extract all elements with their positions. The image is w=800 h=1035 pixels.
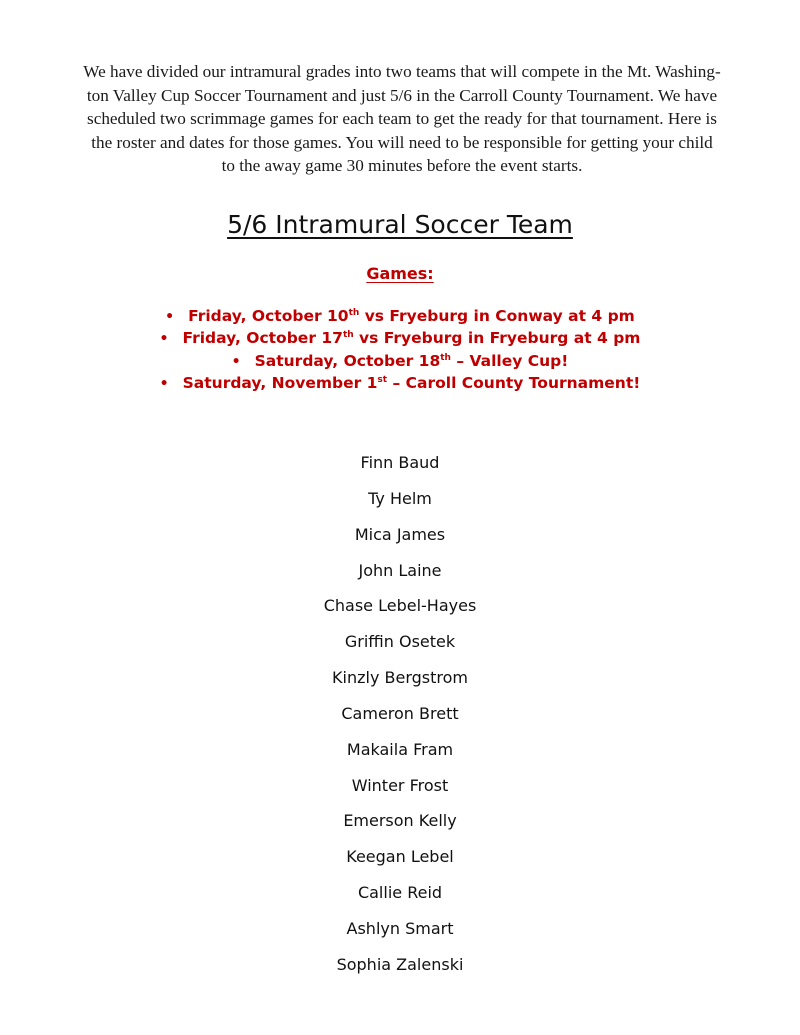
roster-name: Ty Helm [368, 488, 432, 508]
roster-name: Sophia Zalenski [336, 954, 464, 974]
roster-name: Mica James [354, 524, 446, 544]
roster-name: Callie Reid [357, 883, 443, 903]
roster-name: John Laine [358, 560, 442, 580]
page-title-text: 5/6 Intramural Soccer Team [227, 210, 573, 239]
roster-name: Chase Lebel-Hayes [323, 596, 477, 616]
game-detail: – Valley Cup! [450, 351, 569, 370]
intro-line: to the away game 30 minutes before the event starts. [221, 156, 583, 175]
game-item [0, 350, 800, 372]
game-date: Saturday, October 18 [254, 351, 441, 370]
roster-name: Finn Baud [360, 453, 440, 472]
game-detail: vs Fryeburg in Fryeburg at 4 pm [353, 329, 641, 348]
roster-name: Winter Frost [351, 775, 449, 795]
bullet-icon: • [159, 331, 169, 348]
intro-line: ton Valley Cup Soccer Tournament and just 5/6 in the Carroll County Tournament. We have [86, 85, 718, 105]
roster-name: Emerson Kelly [343, 811, 457, 831]
roster-name: Kinzly Bergstrom [332, 668, 468, 688]
ordinal-suffix: th [440, 352, 451, 363]
roster-name: Makaila Fram [346, 739, 454, 759]
games-list [0, 305, 800, 394]
bullet-icon: • [231, 353, 241, 370]
game-item [0, 372, 800, 394]
page-title [0, 210, 800, 239]
game-item [0, 327, 800, 349]
roster-list [0, 451, 800, 989]
roster-name: Ashlyn Smart [346, 918, 454, 938]
game-detail: – Caroll County Tournament! [387, 373, 641, 392]
ordinal-suffix: st [377, 374, 388, 385]
bullet-icon: • [165, 309, 175, 325]
games-heading-text: Games: [366, 264, 434, 283]
roster-name: Griffin Osetek [344, 632, 456, 652]
game-date: Saturday, November 1 [182, 373, 378, 392]
game-date: Friday, October 17 [182, 329, 343, 348]
game-item [0, 305, 800, 327]
intro-line: the roster and dates for those games. You will need to be responsible for getting your child [91, 132, 713, 152]
roster-name: Keegan Lebel [346, 847, 454, 867]
intro-line: We have divided our intramural grades into two teams that will compete in the Mt. Washing- [83, 62, 721, 81]
intro-line: scheduled two scrimmage games for each team to get the ready for that tournament. Here is [87, 109, 717, 128]
game-date: Friday, October 10 [188, 307, 349, 325]
roster-name: Cameron Brett [341, 703, 459, 723]
games-heading [0, 264, 800, 283]
bullet-icon: • [159, 375, 169, 392]
ordinal-suffix: th [348, 308, 360, 318]
intro-paragraph [58, 60, 746, 178]
game-detail: vs Fryeburg in Conway at 4 pm [359, 307, 635, 325]
ordinal-suffix: th [342, 330, 354, 341]
